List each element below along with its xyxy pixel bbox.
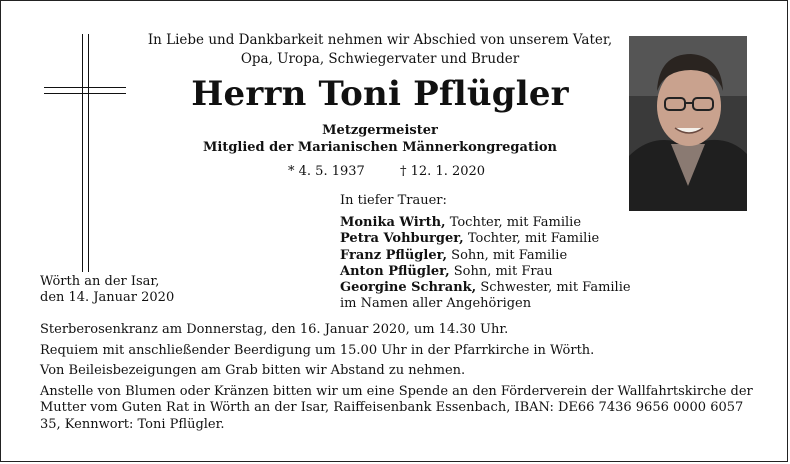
mourner-row	[340, 231, 631, 247]
rosary-note: Sterberosenkranz am Donnerstag, den 16. Januar 2020, um 14.30 Uhr.	[40, 322, 509, 337]
birth-date: * 4. 5. 1937	[288, 164, 365, 179]
intro-line-2: Opa, Uropa, Schwiegervater und Bruder	[240, 51, 520, 67]
mourner-name: Georgine Schrank,	[340, 280, 477, 296]
mourner-name: Petra Vohburger,	[340, 231, 464, 247]
place-date	[40, 274, 174, 306]
mourner-row	[340, 215, 631, 231]
mourners-closing: im Namen aller Angehörigen	[340, 296, 532, 312]
place-location: Wörth an der Isar,	[40, 274, 160, 289]
deceased-titles	[120, 122, 640, 156]
mourners-block	[340, 193, 631, 312]
profession: Metzgermeister	[322, 123, 438, 138]
donation-note: Anstelle von Blumen oder Kränzen bitten wir um eine Spende an den Förderverein der Wallfahrtskirche der Mutter vom Guten Rat in Wörth an der Isar, Raiffeisenbank Essenbach, IBAN: DE66 7436 9656 0000 6057 35, Kennwort: Toni Pflügler.	[40, 383, 753, 432]
intro-line-1: In Liebe und Dankbarkeit nehmen wir Abschied von unserem Vater,	[147, 32, 613, 48]
mourner-row	[340, 264, 631, 280]
place-date-text: den 14. Januar 2020	[40, 290, 175, 306]
cross-icon	[44, 34, 124, 272]
intro-text	[120, 31, 640, 69]
mourner-row	[340, 280, 631, 296]
mourner-name: Franz Pflügler,	[340, 247, 448, 263]
mourner-name: Monika Wirth,	[340, 215, 446, 231]
mourner-relation: Sohn, mit Familie	[447, 247, 568, 263]
death-date: † 12. 1. 2020	[400, 164, 486, 179]
membership: Mitglied der Marianischen Männerkongregation	[202, 140, 558, 155]
mourner-name: Anton Pflügler,	[340, 263, 450, 279]
mourner-relation: Tochter, mit Familie	[445, 215, 582, 231]
condolences-note: Von Beileisbezeigungen am Grab bitten wir Abstand zu nehmen.	[40, 363, 466, 378]
funeral-notes	[40, 322, 760, 437]
portrait-photo	[629, 36, 747, 211]
mourner-row	[340, 248, 631, 264]
requiem-note: Requiem mit anschließender Beerdigung um 15.00 Uhr in der Pfarrkirche in Wörth.	[40, 342, 595, 358]
deceased-name: Herrn Toni Pflügler	[191, 74, 569, 114]
mourner-relation: Schwester, mit Familie	[476, 280, 631, 296]
mourners-label: In tiefer Trauer:	[340, 193, 447, 208]
mourner-relation: Tochter, mit Familie	[463, 231, 600, 247]
mourner-relation: Sohn, mit Frau	[449, 263, 553, 279]
